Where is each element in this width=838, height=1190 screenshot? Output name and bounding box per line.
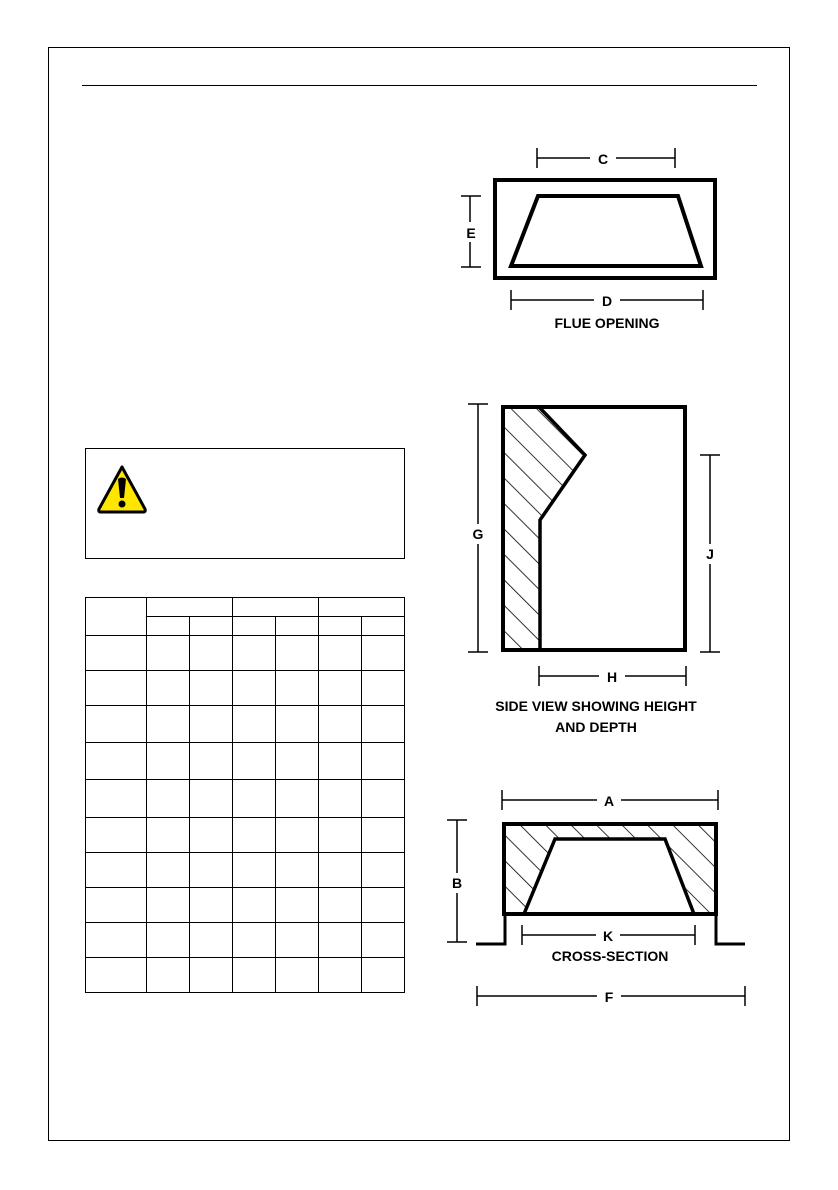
side-view-caption-line2: AND DEPTH xyxy=(555,719,637,735)
cross-section-diagram xyxy=(447,790,745,1006)
flue-opening-diagram xyxy=(461,148,715,331)
dimension-label-h: H xyxy=(606,669,618,685)
dimension-label-b: B xyxy=(451,875,463,891)
cross-section-caption: CROSS-SECTION xyxy=(551,948,669,964)
dimension-label-e: E xyxy=(466,225,476,241)
dimension-label-f: F xyxy=(604,989,614,1005)
dimension-label-c: C xyxy=(597,151,609,167)
flue-trapezoid-opening xyxy=(511,196,701,266)
right-base-step xyxy=(716,914,745,944)
side-view-diagram xyxy=(468,404,720,735)
left-base-step xyxy=(476,914,505,944)
side-view-caption-line1: SIDE VIEW SHOWING HEIGHT xyxy=(495,698,697,714)
dimension-label-d: D xyxy=(601,293,613,309)
cross-section-firebox-opening xyxy=(524,839,694,914)
dimension-label-a: A xyxy=(603,793,615,809)
dimension-label-g: G xyxy=(472,526,484,542)
flue-opening-caption: FLUE OPENING xyxy=(554,315,660,331)
dimension-label-k: K xyxy=(602,928,614,944)
dimension-label-j: J xyxy=(706,546,714,562)
